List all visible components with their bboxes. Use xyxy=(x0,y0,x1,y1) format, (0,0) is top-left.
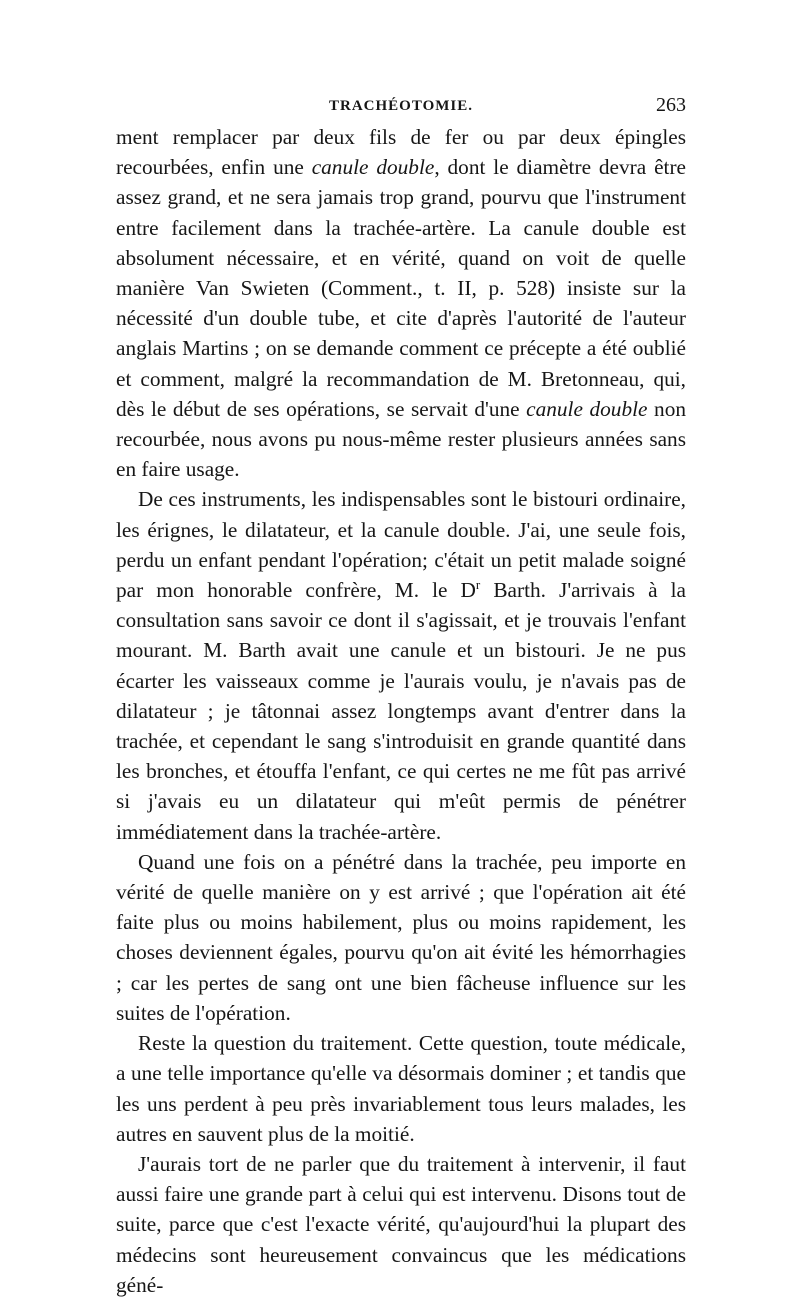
paragraph-2-text-b: Barth. J'arrivais à la consultation sans savoir ce dont il s'agissait, et je trouvais l'enfant mourant. M. Barth avait une canule et un bistouri. Je ne pus écarter les vaisseaux comme je l'aurais voulu, je n'avais pas de dilatateur ; je tâtonnai assez longtemps avant d'entrer dans la trachée, et cependant le sang s'introduisit en grande quantité dans les bronches, et étouffa l'enfant, ce qui certes ne me fût pas arrivé si j'avais eu un dilatateur qui m'eût permis de pénétrer immédiatement dans la trachée-artère. xyxy=(116,578,687,844)
paragraph-1-emphasis-b: canule double xyxy=(526,396,648,421)
paragraph-1-text-a: ment remplacer par deux fils de fer ou par deux épingles recourbées, enfin une xyxy=(116,125,686,180)
paragraph-4: Reste la question du traitement. Cette question, toute médicale, a une telle importance qu'elle va désormais dominer ; et tandis que les uns perdent à peu près invariablement tous leurs malades, les autres en sauvent plus de la moitié. xyxy=(116,1031,686,1146)
paragraph-5: J'aurais tort de ne parler que du traitement à intervenir, il faut aussi faire une grande part à celui qui est intervenu. Disons tout de suite, parce que c'est l'exacte vérité, qu'aujourd'hui la plupart des médecins sont heureusement convaincus que les médications géné- xyxy=(116,1151,686,1297)
page-header xyxy=(116,92,686,122)
paragraph-1-emphasis-a: canule double xyxy=(311,155,435,180)
paragraph-1 xyxy=(116,122,686,484)
paragraph-2 xyxy=(116,484,686,846)
body-text xyxy=(116,122,686,1300)
paragraph-2-text-a: De ces instruments, les indispensables sont le bistouri ordinaire, les érignes, le dilatateur, et la canule double. J'ai, une seule fois, perdu un enfant pendant l'opération; c'était un petit malade soigné par mon honorable confrère, M. le D xyxy=(116,487,686,603)
page-number: 263 xyxy=(656,94,686,116)
paragraph-1-text-c: non recourbée, nous avons pu nous-même rester plusieurs années sans en faire usage. xyxy=(116,396,686,482)
paragraph-3: Quand une fois on a pénétré dans la trachée, peu importe en vérité de quelle manière on y est arrivé ; que l'opération ait été faite plus ou moins habilement, plus ou moins rapidement, les choses deviennent égales, pourvu qu'on ait évité les hémorrhagies ; car les pertes de sang ont une bien fâcheuse influence sur les suites de l'opération. xyxy=(116,849,686,1025)
paragraph-2-superscript: r xyxy=(475,576,481,592)
running-title: TRACHÉOTOMIE. xyxy=(329,98,473,114)
paragraph-1-text-b: , dont le diamètre devra être assez grand, et ne sera jamais trop grand, pourvu que l'instrument entre facilement dans la trachée-artère. La canule double est absolument nécessaire, et en vérité, quand on voit de quelle manière Van Swieten (Comment., t. II, p. 528) insiste sur la nécessité d'un double tube, et cite d'après l'autorité de l'auteur anglais Martins ; on se demande comment ce précepte a été oublié et comment, malgré la recommandation de M. Bretonneau, qui, dès le début de ses opérations, se servait d'une xyxy=(116,155,686,421)
book-page xyxy=(116,92,686,1300)
